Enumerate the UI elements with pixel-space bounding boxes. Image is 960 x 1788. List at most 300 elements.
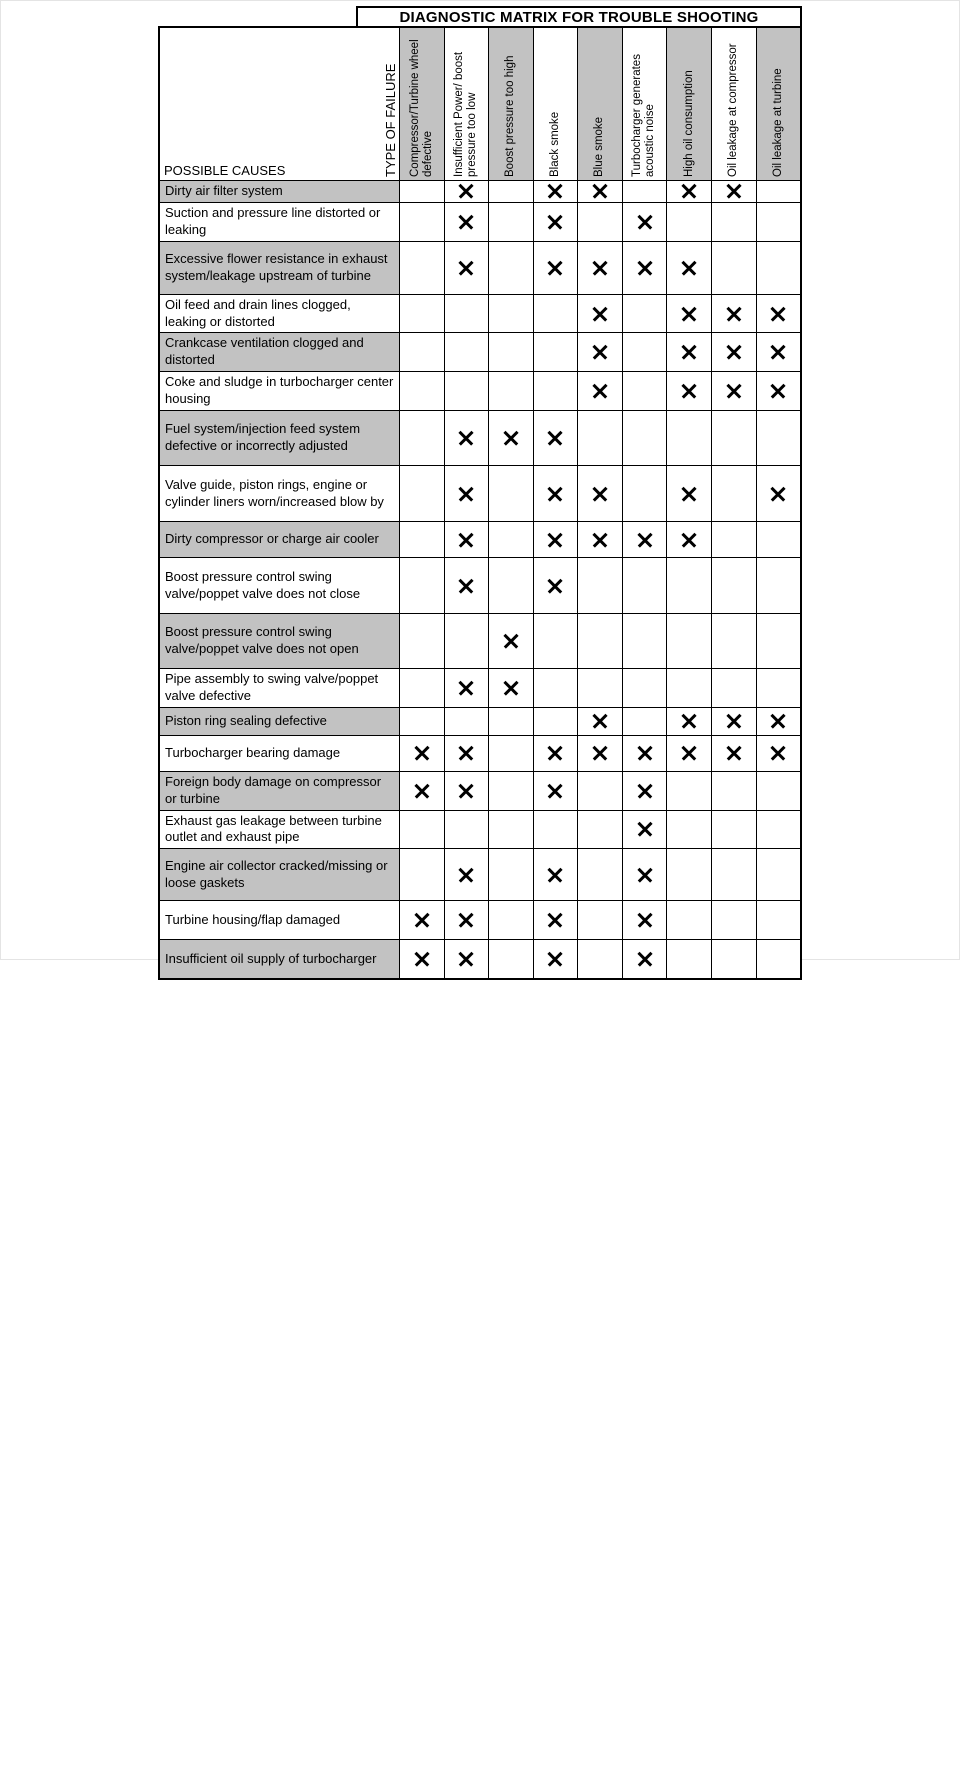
- x-mark: [593, 384, 608, 399]
- empty-cell: [712, 522, 757, 557]
- x-mark: [593, 714, 608, 729]
- mark-cell: [400, 736, 445, 771]
- column-header-label: Blue smoke: [593, 116, 606, 177]
- empty-cell: [757, 940, 801, 978]
- cause-cell: Fuel system/injection feed system defective or incorrectly adjusted: [160, 411, 400, 465]
- empty-cell: [489, 466, 534, 521]
- table-row: [160, 242, 800, 295]
- empty-cell: [712, 558, 757, 613]
- table-row: [160, 708, 800, 736]
- x-mark: [503, 634, 518, 649]
- mark-cell: [578, 333, 623, 371]
- empty-cell: [400, 522, 445, 557]
- empty-cell: [757, 242, 801, 294]
- table-row: [160, 181, 800, 203]
- x-mark: [682, 486, 697, 501]
- x-mark: [459, 783, 474, 798]
- mark-cell: [578, 181, 623, 202]
- x-mark: [459, 867, 474, 882]
- empty-cell: [400, 181, 445, 202]
- x-mark: [682, 746, 697, 761]
- mark-cell: [667, 708, 712, 735]
- cause-cell: Coke and sludge in turbocharger center housing: [160, 372, 400, 410]
- type-of-failure-label: TYPE OF FAILURE: [383, 63, 398, 177]
- mark-cell: [623, 242, 668, 294]
- empty-cell: [623, 295, 668, 333]
- empty-cell: [757, 558, 801, 613]
- mark-cell: [712, 181, 757, 202]
- x-mark: [459, 260, 474, 275]
- column-header: [534, 28, 579, 180]
- x-mark: [548, 431, 563, 446]
- x-mark: [548, 578, 563, 593]
- mark-cell: [534, 736, 579, 771]
- corner-cell: [160, 28, 400, 180]
- empty-cell: [623, 669, 668, 707]
- empty-cell: [623, 411, 668, 465]
- mark-cell: [757, 333, 801, 371]
- x-mark: [726, 384, 741, 399]
- mark-cell: [667, 466, 712, 521]
- x-mark: [637, 867, 652, 882]
- mark-cell: [445, 849, 490, 900]
- empty-cell: [400, 708, 445, 735]
- empty-cell: [712, 203, 757, 241]
- x-mark: [548, 184, 563, 199]
- cause-cell: Turbocharger bearing damage: [160, 736, 400, 771]
- x-mark: [548, 260, 563, 275]
- mark-cell: [445, 203, 490, 241]
- mark-cell: [400, 940, 445, 978]
- mark-cell: [445, 242, 490, 294]
- empty-cell: [489, 708, 534, 735]
- mark-cell: [445, 466, 490, 521]
- mark-cell: [623, 203, 668, 241]
- x-mark: [682, 306, 697, 321]
- empty-cell: [623, 333, 668, 371]
- empty-cell: [445, 295, 490, 333]
- empty-cell: [489, 940, 534, 978]
- mark-cell: [534, 901, 579, 939]
- mark-cell: [445, 736, 490, 771]
- empty-cell: [757, 811, 801, 849]
- mark-cell: [400, 772, 445, 810]
- empty-cell: [400, 614, 445, 668]
- mark-cell: [712, 372, 757, 410]
- page-title: DIAGNOSTIC MATRIX FOR TROUBLE SHOOTING: [356, 6, 802, 26]
- empty-cell: [400, 558, 445, 613]
- empty-cell: [757, 181, 801, 202]
- x-mark: [682, 384, 697, 399]
- empty-cell: [489, 522, 534, 557]
- mark-cell: [578, 708, 623, 735]
- empty-cell: [757, 849, 801, 900]
- x-mark: [548, 913, 563, 928]
- empty-cell: [623, 708, 668, 735]
- empty-cell: [534, 333, 579, 371]
- x-mark: [637, 746, 652, 761]
- x-mark: [548, 486, 563, 501]
- x-mark: [726, 746, 741, 761]
- empty-cell: [712, 242, 757, 294]
- cause-cell: Insufficient oil supply of turbocharger: [160, 940, 400, 978]
- empty-cell: [667, 849, 712, 900]
- mark-cell: [489, 614, 534, 668]
- x-mark: [771, 306, 786, 321]
- empty-cell: [489, 242, 534, 294]
- matrix-grid: [158, 26, 802, 980]
- empty-cell: [578, 940, 623, 978]
- x-mark: [459, 913, 474, 928]
- empty-cell: [667, 203, 712, 241]
- empty-cell: [489, 295, 534, 333]
- cause-cell: Piston ring sealing defective: [160, 708, 400, 735]
- mark-cell: [445, 669, 490, 707]
- mark-cell: [667, 372, 712, 410]
- empty-cell: [623, 614, 668, 668]
- empty-cell: [445, 811, 490, 849]
- matrix-body: [160, 181, 800, 978]
- cause-cell: Suction and pressure line distorted or leaking: [160, 203, 400, 241]
- empty-cell: [757, 669, 801, 707]
- x-mark: [637, 214, 652, 229]
- x-mark: [682, 714, 697, 729]
- cause-cell: Foreign body damage on compressor or turbine: [160, 772, 400, 810]
- cause-cell: Oil feed and drain lines clogged, leaking or distorted: [160, 295, 400, 333]
- mark-cell: [445, 940, 490, 978]
- mark-cell: [445, 901, 490, 939]
- empty-cell: [400, 466, 445, 521]
- diagnostic-matrix: [158, 6, 802, 980]
- x-mark: [637, 952, 652, 967]
- x-mark: [726, 184, 741, 199]
- x-mark: [682, 345, 697, 360]
- empty-cell: [578, 614, 623, 668]
- x-mark: [548, 867, 563, 882]
- empty-cell: [667, 901, 712, 939]
- column-header: [667, 28, 712, 180]
- mark-cell: [712, 736, 757, 771]
- empty-cell: [623, 372, 668, 410]
- column-header: [712, 28, 757, 180]
- cause-cell: Crankcase ventilation clogged and distorted: [160, 333, 400, 371]
- empty-cell: [400, 669, 445, 707]
- empty-cell: [578, 203, 623, 241]
- table-row: [160, 411, 800, 466]
- x-mark: [414, 952, 429, 967]
- table-row: [160, 466, 800, 522]
- mark-cell: [445, 181, 490, 202]
- mark-cell: [623, 901, 668, 939]
- empty-cell: [400, 411, 445, 465]
- mark-cell: [534, 558, 579, 613]
- empty-cell: [623, 181, 668, 202]
- empty-cell: [757, 203, 801, 241]
- empty-cell: [578, 411, 623, 465]
- empty-cell: [712, 466, 757, 521]
- mark-cell: [534, 940, 579, 978]
- empty-cell: [623, 558, 668, 613]
- column-header: [623, 28, 668, 180]
- x-mark: [414, 783, 429, 798]
- column-header-label: Oil leakage at turbine: [771, 68, 784, 177]
- column-header: [445, 28, 490, 180]
- x-mark: [637, 913, 652, 928]
- table-row: [160, 901, 800, 940]
- empty-cell: [400, 333, 445, 371]
- table-row: [160, 295, 800, 334]
- mark-cell: [445, 522, 490, 557]
- column-header-label: Insufficient Power/ boost pressure too low: [453, 51, 479, 177]
- empty-cell: [400, 203, 445, 241]
- empty-cell: [400, 849, 445, 900]
- empty-cell: [534, 295, 579, 333]
- table-row: [160, 372, 800, 411]
- mark-cell: [578, 295, 623, 333]
- table-row: [160, 772, 800, 811]
- empty-cell: [489, 558, 534, 613]
- possible-causes-label: POSSIBLE CAUSES: [164, 163, 286, 178]
- empty-cell: [757, 522, 801, 557]
- x-mark: [593, 184, 608, 199]
- empty-cell: [667, 411, 712, 465]
- x-mark: [459, 431, 474, 446]
- mark-cell: [667, 295, 712, 333]
- mark-cell: [667, 736, 712, 771]
- x-mark: [548, 214, 563, 229]
- cause-cell: Boost pressure control swing valve/poppet valve does not close: [160, 558, 400, 613]
- empty-cell: [757, 411, 801, 465]
- table-row: [160, 940, 800, 978]
- cause-cell: Excessive flower resistance in exhaust system/leakage upstream of turbine: [160, 242, 400, 294]
- table-row: [160, 558, 800, 614]
- x-mark: [637, 783, 652, 798]
- empty-cell: [445, 708, 490, 735]
- x-mark: [593, 486, 608, 501]
- empty-cell: [578, 669, 623, 707]
- empty-cell: [489, 181, 534, 202]
- empty-cell: [445, 614, 490, 668]
- mark-cell: [445, 558, 490, 613]
- empty-cell: [534, 811, 579, 849]
- column-header-label: High oil consumption: [682, 70, 695, 177]
- x-mark: [593, 306, 608, 321]
- empty-cell: [400, 372, 445, 410]
- x-mark: [414, 913, 429, 928]
- mark-cell: [623, 736, 668, 771]
- mark-cell: [757, 295, 801, 333]
- empty-cell: [489, 333, 534, 371]
- column-header-label: Boost pressure too high: [504, 55, 517, 177]
- x-mark: [771, 486, 786, 501]
- mark-cell: [667, 333, 712, 371]
- x-mark: [459, 214, 474, 229]
- empty-cell: [712, 411, 757, 465]
- empty-cell: [578, 811, 623, 849]
- empty-cell: [578, 772, 623, 810]
- cause-cell: Turbine housing/flap damaged: [160, 901, 400, 939]
- x-mark: [459, 952, 474, 967]
- mark-cell: [757, 466, 801, 521]
- empty-cell: [489, 849, 534, 900]
- table-row: [160, 811, 800, 850]
- x-mark: [771, 746, 786, 761]
- empty-cell: [489, 811, 534, 849]
- column-header-label: Oil leakage at compressor: [727, 43, 740, 177]
- x-mark: [548, 783, 563, 798]
- mark-cell: [445, 411, 490, 465]
- empty-cell: [400, 811, 445, 849]
- x-mark: [548, 532, 563, 547]
- column-header: [400, 28, 445, 180]
- x-mark: [459, 680, 474, 695]
- x-mark: [459, 746, 474, 761]
- table-row: [160, 614, 800, 669]
- x-mark: [682, 184, 697, 199]
- empty-cell: [534, 708, 579, 735]
- x-mark: [726, 345, 741, 360]
- empty-cell: [400, 242, 445, 294]
- x-mark: [771, 714, 786, 729]
- empty-cell: [712, 901, 757, 939]
- x-mark: [682, 532, 697, 547]
- mark-cell: [757, 708, 801, 735]
- cause-cell: Dirty air filter system: [160, 181, 400, 202]
- mark-cell: [667, 181, 712, 202]
- x-mark: [593, 532, 608, 547]
- empty-cell: [489, 203, 534, 241]
- column-header: [578, 28, 623, 180]
- mark-cell: [534, 772, 579, 810]
- table-row: [160, 333, 800, 372]
- x-mark: [726, 306, 741, 321]
- mark-cell: [623, 522, 668, 557]
- x-mark: [459, 486, 474, 501]
- cause-cell: Exhaust gas leakage between turbine outlet and exhaust pipe: [160, 811, 400, 849]
- cause-cell: Pipe assembly to swing valve/poppet valve defective: [160, 669, 400, 707]
- table-row: [160, 849, 800, 901]
- x-mark: [637, 532, 652, 547]
- empty-cell: [757, 901, 801, 939]
- x-mark: [726, 714, 741, 729]
- table-row: [160, 669, 800, 708]
- empty-cell: [667, 811, 712, 849]
- column-header-label: Black smoke: [548, 111, 561, 177]
- x-mark: [593, 746, 608, 761]
- mark-cell: [489, 411, 534, 465]
- table-row: [160, 736, 800, 772]
- x-mark: [593, 345, 608, 360]
- x-mark: [593, 260, 608, 275]
- mark-cell: [712, 333, 757, 371]
- mark-cell: [667, 522, 712, 557]
- mark-cell: [757, 736, 801, 771]
- mark-cell: [623, 772, 668, 810]
- column-header: [757, 28, 801, 180]
- empty-cell: [489, 372, 534, 410]
- mark-cell: [534, 242, 579, 294]
- header-row: [160, 28, 800, 181]
- mark-cell: [578, 242, 623, 294]
- mark-cell: [623, 849, 668, 900]
- mark-cell: [534, 522, 579, 557]
- empty-cell: [712, 811, 757, 849]
- mark-cell: [712, 708, 757, 735]
- empty-cell: [534, 372, 579, 410]
- empty-cell: [534, 614, 579, 668]
- empty-cell: [757, 614, 801, 668]
- x-mark: [414, 746, 429, 761]
- cause-cell: Valve guide, piston rings, engine or cylinder liners worn/increased blow by: [160, 466, 400, 521]
- empty-cell: [712, 772, 757, 810]
- mark-cell: [400, 901, 445, 939]
- x-mark: [459, 532, 474, 547]
- mark-cell: [445, 772, 490, 810]
- mark-cell: [578, 736, 623, 771]
- empty-cell: [757, 772, 801, 810]
- mark-cell: [534, 203, 579, 241]
- empty-cell: [712, 849, 757, 900]
- empty-cell: [712, 669, 757, 707]
- empty-cell: [667, 669, 712, 707]
- mark-cell: [534, 411, 579, 465]
- x-mark: [503, 431, 518, 446]
- x-mark: [548, 952, 563, 967]
- cause-cell: Dirty compressor or charge air cooler: [160, 522, 400, 557]
- empty-cell: [489, 772, 534, 810]
- table-row: [160, 203, 800, 242]
- empty-cell: [489, 901, 534, 939]
- table-row: [160, 522, 800, 558]
- mark-cell: [534, 849, 579, 900]
- mark-cell: [623, 940, 668, 978]
- cause-cell: Engine air collector cracked/missing or loose gaskets: [160, 849, 400, 900]
- x-mark: [682, 260, 697, 275]
- empty-cell: [667, 558, 712, 613]
- x-mark: [548, 746, 563, 761]
- x-mark: [771, 384, 786, 399]
- mark-cell: [534, 466, 579, 521]
- cause-cell: Boost pressure control swing valve/poppet valve does not open: [160, 614, 400, 668]
- empty-cell: [445, 333, 490, 371]
- empty-cell: [578, 849, 623, 900]
- mark-cell: [578, 466, 623, 521]
- empty-cell: [578, 901, 623, 939]
- x-mark: [503, 680, 518, 695]
- mark-cell: [623, 811, 668, 849]
- mark-cell: [667, 242, 712, 294]
- x-mark: [771, 345, 786, 360]
- mark-cell: [489, 669, 534, 707]
- empty-cell: [445, 372, 490, 410]
- mark-cell: [578, 372, 623, 410]
- empty-cell: [400, 295, 445, 333]
- empty-cell: [623, 466, 668, 521]
- column-header-label: Compressor/Turbine wheel defective: [408, 39, 434, 177]
- empty-cell: [667, 614, 712, 668]
- x-mark: [459, 578, 474, 593]
- mark-cell: [534, 181, 579, 202]
- empty-cell: [712, 940, 757, 978]
- column-header-label: Turbocharger generates acoustic noise: [631, 54, 657, 177]
- mark-cell: [712, 295, 757, 333]
- empty-cell: [712, 614, 757, 668]
- empty-cell: [667, 772, 712, 810]
- empty-cell: [578, 558, 623, 613]
- empty-cell: [534, 669, 579, 707]
- mark-cell: [578, 522, 623, 557]
- column-header: [489, 28, 534, 180]
